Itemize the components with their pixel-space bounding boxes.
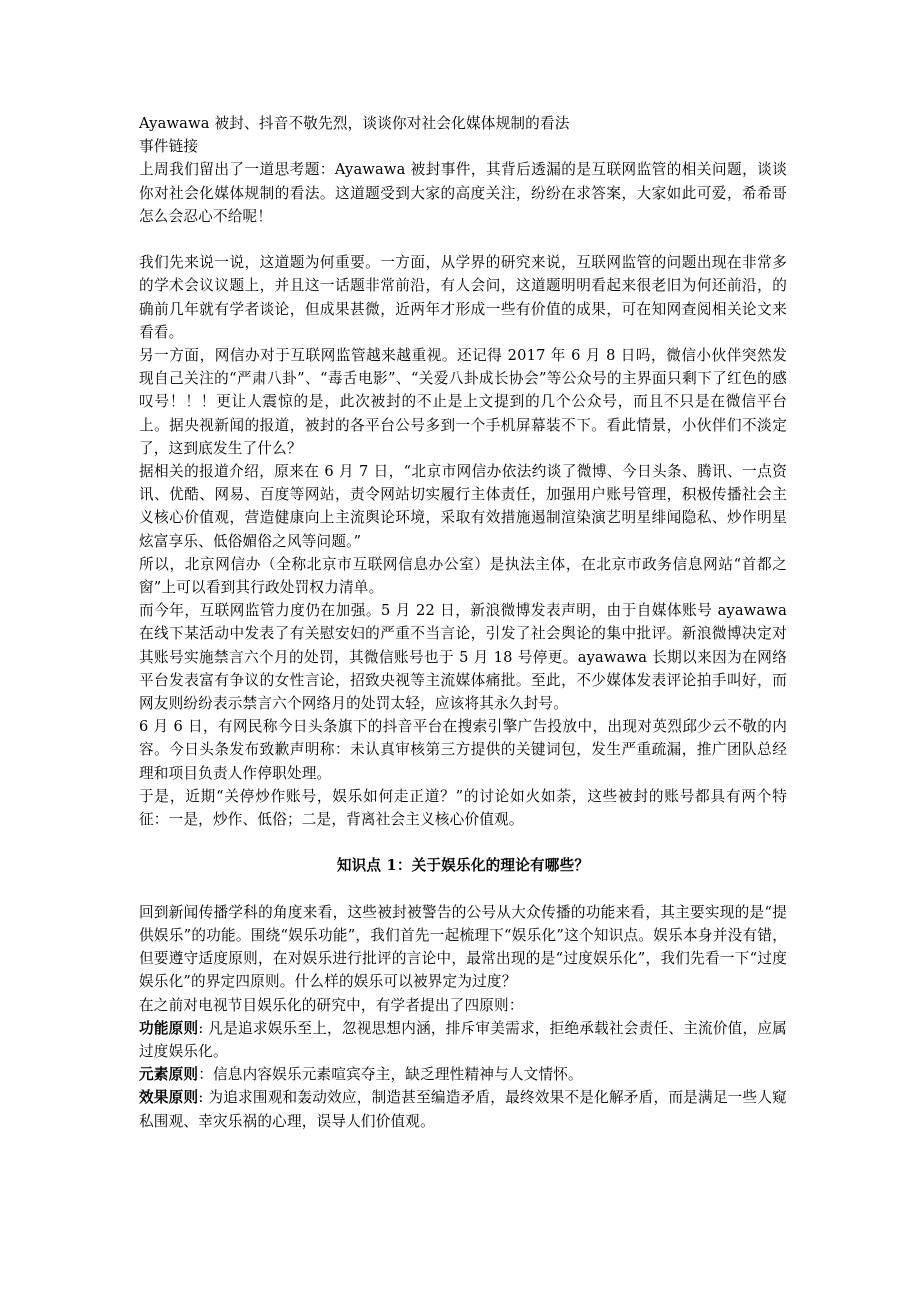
principle-effect <box>139 1086 787 1132</box>
section-paragraph-1: 回到新闻传播学科的角度来看，这些被封被警告的公号从大众传播的功能来看，其主要实现的是“提供娱乐”的功能。围绕“娱乐功能”，我们首先一起梳理下“娱乐化”这个知识点。娱乐本身并没有错，但要遵守适度原则，在对娱乐进行批评的言论中，最常出现的是“过度娱乐化”，我们先看一下“过度娱乐化”的界定四原则。什么样的娱乐可以被界定为过度？ <box>139 903 787 991</box>
body-paragraph-2: 另一方面，网信办对于互联网监管越来越重视。还记得 2017 年 6 月 8 日吗，微信小伙伴突然发现自己关注的“严肃八卦”、“毒舌电影”、“关爱八卦成长协会”等公众号的主界面只剩下了红色的感叹号！！！更让人震惊的是，此次被封的不止是上文提到的几个公众号，而且不只是在微信平台上。据央视新闻的报道，被封的各平台公号多到一个手机屏幕装不下。看此情景，小伙伴们不淡定了，这到底发生了什么？ <box>139 347 787 457</box>
principle-text: 为追求围观和轰动效应，制造甚至编造矛盾，最终效果不是化解矛盾，而是满足一些人窥私围观、幸灾乐祸的心理，误导人们价值观。 <box>139 1089 787 1130</box>
principle-separator: : <box>198 1019 209 1037</box>
principle-text: 凡是追求娱乐至上，忽视思想内涵，排斥审美需求，拒绝承载社会责任、主流价值，应属过度娱乐化。 <box>139 1019 787 1061</box>
principle-name: 效果原则 <box>139 1089 199 1107</box>
principle-element <box>139 1063 787 1086</box>
blank-line <box>139 878 787 901</box>
section-paragraph-2: 在之前对电视节目娱乐化的研究中，有学者提出了四原则： <box>139 996 524 1014</box>
principle-separator: : <box>198 1089 209 1107</box>
body-paragraph-5: 而今年，互联网监管力度仍在加强。5 月 22 日，新浪微博发表声明，由于自媒体账号 ayawawa 在线下某活动中发表了有关慰安妇的严重不当言论，引发了社会舆论的集中批评。新浪微博决定对其账号实施禁言六个月的处罚，其微信账号也于 5 月 18 号停更。ayawawa 长期以来因为在网络平台发表富有争议的女性言论，招致央视等主流媒体痛批。至此，不少媒体发表评论拍手叫好，而网友则纷纷表示禁言六个网络月的处罚太轻，应该将其永久封号。 <box>139 602 787 713</box>
section-heading: 知识点 1：关于娱乐化的理论有哪些？ <box>336 857 590 875</box>
document-page <box>139 112 787 1133</box>
principle-name: 元素原则 <box>139 1066 199 1084</box>
blank-line <box>139 228 787 251</box>
document-title: Ayawawa 被封、抖音不敬先烈，谈谈你对社会化媒体规制的看法 <box>139 115 570 132</box>
body-paragraph-6: 6 月 6 日，有网民称今日头条旗下的抖音平台在搜索引擎广告投放中，出现对英烈邱少云不敬的内容。今日头条发布致歉声明称：未认真审核第三方提供的关键词包，发生严重疏漏，推广团队总经理和项目负责人作停职处理。 <box>139 718 787 782</box>
blank-line <box>139 831 787 854</box>
body-paragraph-7: 于是，近期“关停炒作账号，娱乐如何走正道？”的讨论如火如荼，这些被封的账号都具有两个特征：一是，炒作、低俗；二是，背离社会主义核心价值观。 <box>139 787 787 829</box>
intro-paragraph: 上周我们留出了一道思考题：Ayawawa 被封事件，其背后透漏的是互联网监管的相关问题，谈谈你对社会化媒体规制的看法。这道题受到大家的高度关注，纷纷在求答案，大家如此可爱，希希哥怎么会忍心不给呢！ <box>139 161 787 225</box>
principle-text: 信息内容娱乐元素喧宾夺主，缺乏理性精神与人文情怀。 <box>212 1066 583 1084</box>
principle-function <box>139 1017 787 1063</box>
event-link-label: 事件链接 <box>139 138 199 156</box>
principle-separator: ： <box>198 1066 213 1084</box>
body-paragraph-4: 所以，北京网信办（全称北京市互联网信息办公室）是执法主体，在北京市政务信息网站“首都之窗”上可以看到其行政处罚权力清单。 <box>139 555 787 597</box>
body-paragraph-3: 据相关的报道介绍，原来在 6 月 7 日，“北京市网信办依法约谈了微博、今日头条、腾讯、一点资讯、优酷、网易、百度等网站，责令网站切实履行主体责任，加强用户账号管理，积极传播社会主义核心价值观，营造健康向上主流舆论环境，采取有效措施遏制渲染演艺明星绯闻隐私、炒作明星炫富享乐、低俗媚俗之风等问题。” <box>139 463 787 550</box>
principle-name: 功能原则 <box>139 1019 199 1037</box>
body-paragraph-1: 我们先来说一说，这道题为何重要。一方面，从学界的研究来说，互联网监管的问题出现在非常多的学术会议议题上，并且这一话题非常前沿，有人会问，这道题明明看起来很老旧为何还前沿，的确前几年就有学者谈论，但成果甚微，近两年才形成一些有价值的成果，可在知网查阅相关论文来看看。 <box>139 254 787 341</box>
